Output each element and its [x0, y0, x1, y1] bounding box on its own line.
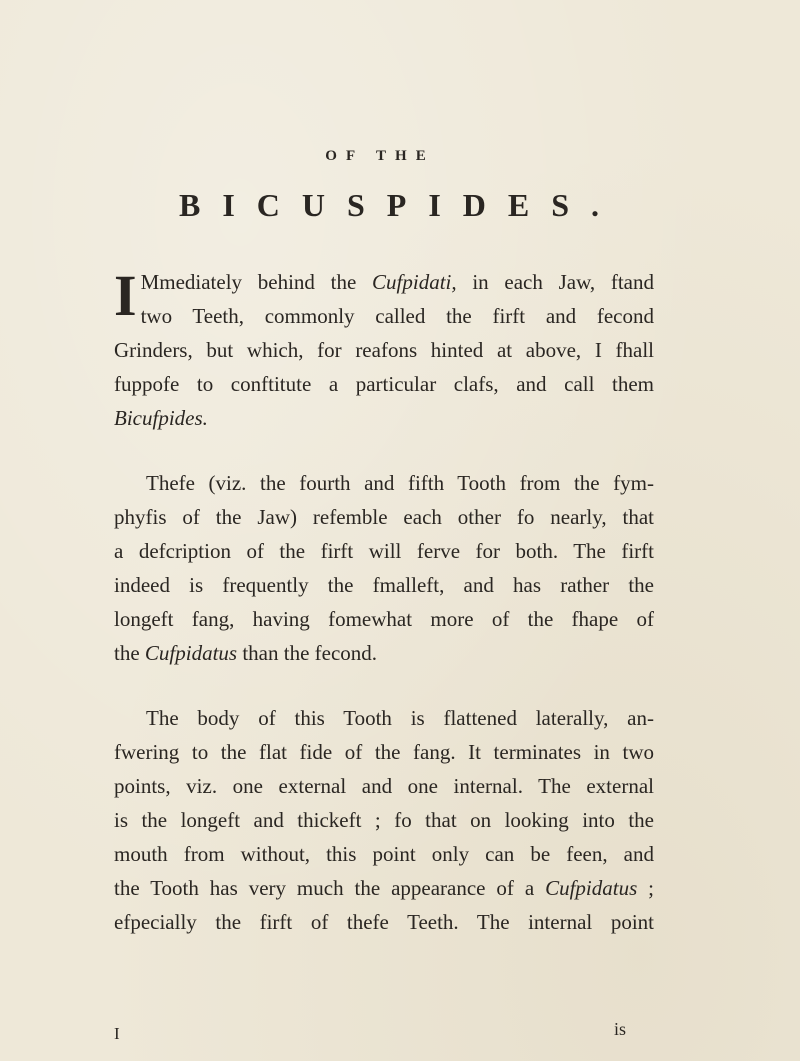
text-line: points, viz. one external and one internal. The external	[114, 774, 654, 798]
text-line: phyfis of the Jaw) refemble each other fo nearly, that	[114, 505, 654, 529]
drop-cap: I	[114, 263, 137, 328]
text-line: Grinders, but which, for reafons hinted at above, I fhall	[114, 338, 654, 362]
text-line: mouth from without, this point only can be feen, and	[114, 842, 654, 866]
signature-mark: I	[114, 1024, 120, 1043]
italic-term: Cufpidati,	[372, 270, 457, 294]
text-line	[114, 636, 654, 670]
text-line: Thefe (viz. the fourth and fifth Tooth from the fym-	[146, 471, 654, 495]
text-line: efpecially the firft of thefe Teeth. The internal point	[114, 910, 654, 934]
text-line: two Teeth, commonly called the firft and fecond	[140, 304, 654, 328]
italic-term: Bicufpides.	[114, 406, 208, 430]
italic-term: Cufpidatus	[144, 641, 238, 665]
text-line	[114, 871, 654, 905]
text-line: The body of this Tooth is flattened laterally, an-	[146, 706, 654, 730]
italic-term: Cufpidatus	[545, 876, 638, 900]
text-line: longeft fang, having fomewhat more of the fhape of	[114, 607, 654, 631]
text-line: a defcription of the firft will ferve for both. The firft	[114, 539, 654, 563]
text-line: indeed is frequently the fmalleft, and has rather the	[114, 573, 654, 597]
text-span: in each Jaw, ftand	[456, 270, 654, 294]
text-span: the	[114, 641, 145, 665]
text-line: fwering to the flat fide of the fang. It terminates in two	[114, 740, 654, 764]
section-prefix: OF THE	[325, 148, 435, 164]
catchword: is	[614, 1019, 627, 1039]
paragraph-1	[114, 265, 654, 435]
text-line	[114, 265, 654, 299]
text-line: fuppofe to conftitute a particular clafs, and call them	[114, 372, 654, 396]
chapter-title: BICUSPIDES.	[178, 187, 622, 223]
paragraph-3	[114, 701, 654, 939]
text-span: ;	[637, 876, 654, 900]
paragraph-2	[114, 466, 654, 670]
text-span: than the fecond.	[237, 641, 378, 665]
text-line	[114, 401, 654, 435]
body-text	[114, 265, 654, 939]
paragraph-gap	[114, 435, 654, 466]
text-line: is the longeft and thickeft ; fo that on looking into the	[114, 808, 654, 832]
text-span: the Tooth has very much the appearance of a	[114, 876, 546, 900]
text-span: Mmediately behind the	[140, 270, 373, 294]
paragraph-gap	[114, 670, 654, 701]
